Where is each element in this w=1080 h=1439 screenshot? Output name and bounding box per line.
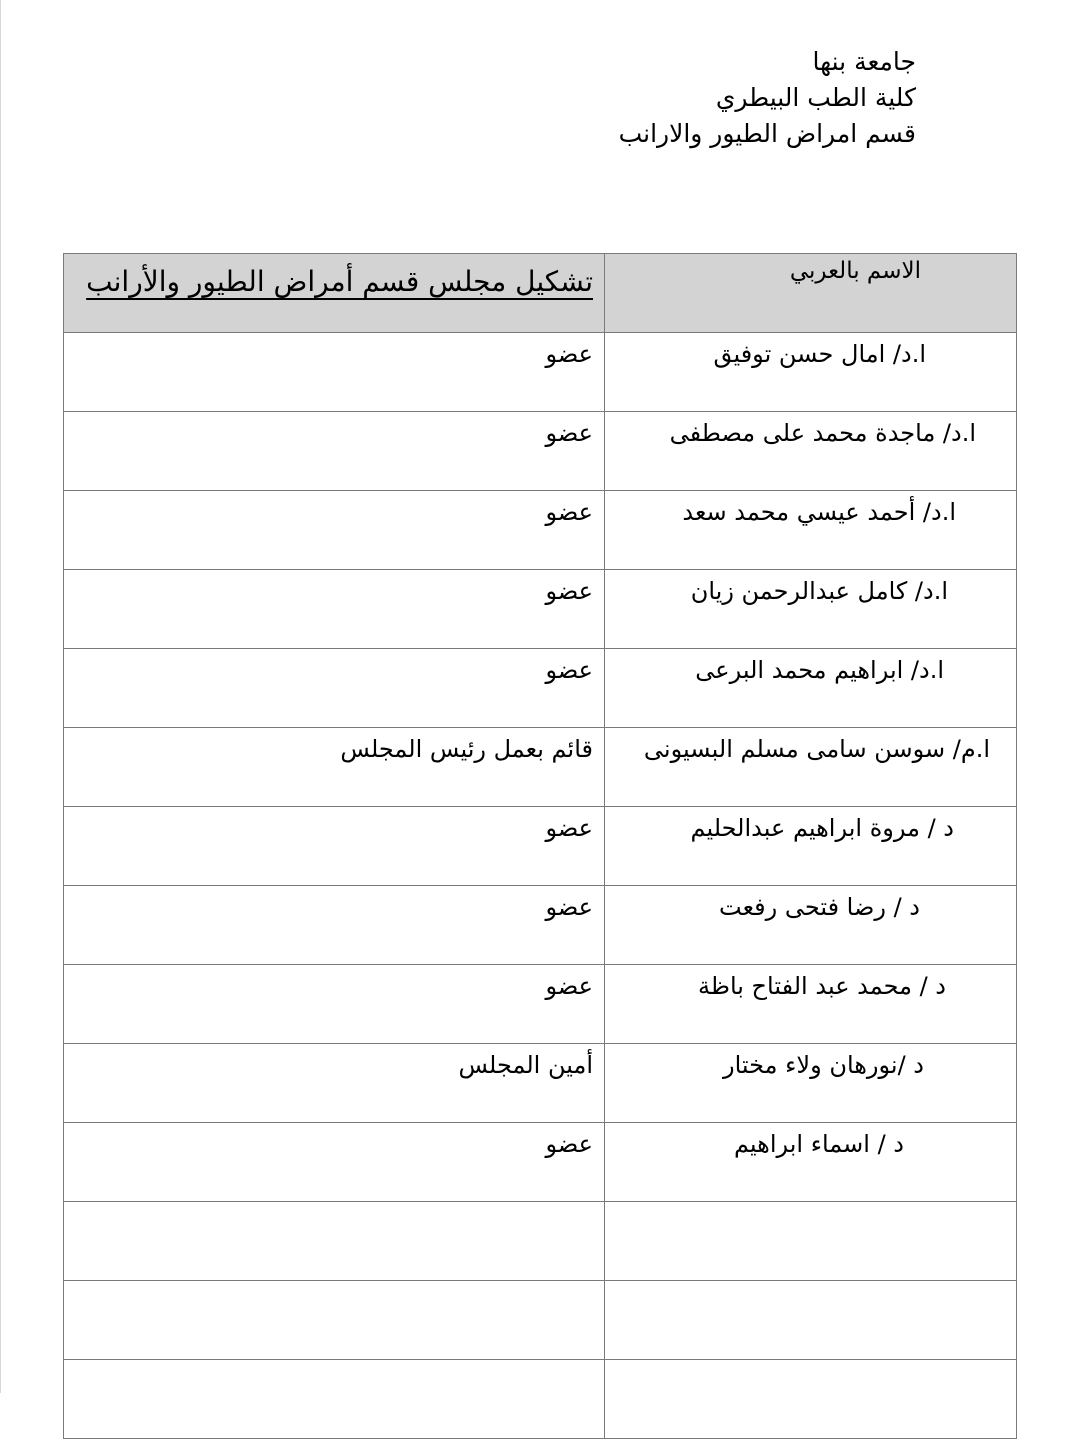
- role-cell: عضو: [64, 412, 605, 491]
- name-cell: ا.د/ أحمد عيسي محمد سعد: [605, 491, 1017, 570]
- name-cell: د / اسماء ابراهيم: [605, 1123, 1017, 1202]
- table-row: [64, 965, 1017, 1044]
- table-row: [64, 491, 1017, 570]
- role-cell: عضو: [64, 965, 605, 1044]
- role-cell: عضو: [64, 807, 605, 886]
- university-name: جامعة بنها: [812, 47, 916, 76]
- role-cell: قائم بعمل رئيس المجلس: [64, 728, 605, 807]
- role-cell: [64, 1281, 605, 1360]
- role-cell: عضو: [64, 570, 605, 649]
- council-table: [63, 253, 1017, 1439]
- role-cell: عضو: [64, 649, 605, 728]
- table-row: [64, 412, 1017, 491]
- faculty-name: كلية الطب البيطري: [715, 83, 916, 112]
- table-row: [64, 807, 1017, 886]
- table-row: [64, 728, 1017, 807]
- table-row: [64, 1044, 1017, 1123]
- name-cell: ا.م/ سوسن سامى مسلم البسيونى: [605, 728, 1017, 807]
- role-cell: أمين المجلس: [64, 1044, 605, 1123]
- role-cell: عضو: [64, 1123, 605, 1202]
- table-row: [64, 333, 1017, 412]
- table-row: [64, 1360, 1017, 1439]
- name-cell: [605, 1360, 1017, 1439]
- name-cell: ا.د/ ابراهيم محمد البرعى: [605, 649, 1017, 728]
- name-cell: د /نورهان ولاء مختار: [605, 1044, 1017, 1123]
- table-row: [64, 1123, 1017, 1202]
- name-header-cell: [605, 254, 1017, 333]
- name-cell: [605, 1281, 1017, 1360]
- table-row: [64, 886, 1017, 965]
- table-header-row: [64, 254, 1017, 333]
- role-cell: عضو: [64, 886, 605, 965]
- table-row: [64, 1281, 1017, 1360]
- department-name: قسم امراض الطيور والارانب: [618, 119, 916, 148]
- role-cell: [64, 1360, 605, 1439]
- letterhead: [619, 44, 916, 152]
- arabic-name-heading: الاسم بالعربي: [789, 258, 921, 284]
- name-cell: د / محمد عبد الفتاح باظة: [605, 965, 1017, 1044]
- table-row: [64, 570, 1017, 649]
- name-cell: د / مروة ابراهيم عبدالحليم: [605, 807, 1017, 886]
- role-cell: عضو: [64, 491, 605, 570]
- name-cell: ا.د/ ماجدة محمد على مصطفى: [605, 412, 1017, 491]
- table-row: [64, 1202, 1017, 1281]
- table-row: [64, 649, 1017, 728]
- role-cell: عضو: [64, 333, 605, 412]
- role-header-cell: [64, 254, 605, 333]
- council-formation-heading: تشكيل مجلس قسم أمراض الطيور والأرانب: [86, 265, 593, 298]
- name-cell: ا.د/ امال حسن توفيق: [605, 333, 1017, 412]
- page-edge: [0, 0, 6, 1393]
- name-cell: [605, 1202, 1017, 1281]
- name-cell: د / رضا فتحى رفعت: [605, 886, 1017, 965]
- role-cell: [64, 1202, 605, 1281]
- name-cell: ا.د/ كامل عبدالرحمن زيان: [605, 570, 1017, 649]
